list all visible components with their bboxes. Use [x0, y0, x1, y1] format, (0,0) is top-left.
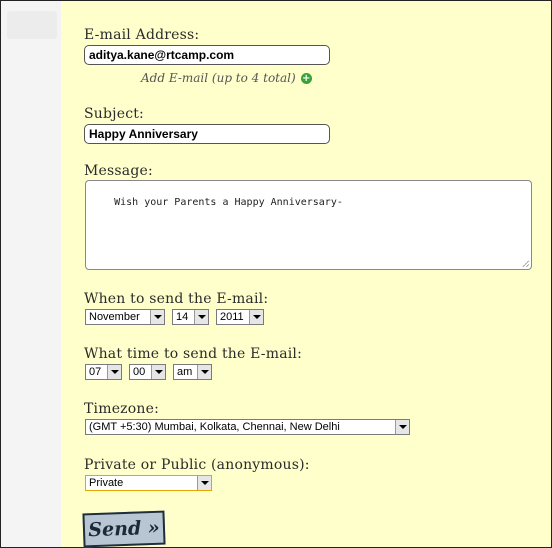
- add-email-link[interactable]: [141, 71, 312, 85]
- send-button[interactable]: Send »: [82, 511, 165, 548]
- email-field[interactable]: aditya.kane@rtcamp.com: [84, 45, 330, 65]
- subject-label: Subject:: [84, 106, 144, 122]
- day-value: 14: [176, 311, 189, 323]
- year-select[interactable]: [216, 309, 264, 325]
- hour-value: 07: [89, 366, 102, 378]
- minute-value: 00: [133, 366, 146, 378]
- chevron-down-icon[interactable]: [249, 310, 263, 324]
- subject-field[interactable]: Happy Anniversary: [84, 124, 330, 144]
- month-select[interactable]: [85, 309, 165, 325]
- privacy-value: Private: [89, 477, 124, 489]
- minute-select[interactable]: [129, 364, 166, 380]
- message-textarea[interactable]: [85, 180, 532, 270]
- timezone-label: Timezone:: [84, 401, 159, 417]
- chevron-down-icon[interactable]: [395, 420, 409, 434]
- hour-select[interactable]: [85, 364, 122, 380]
- ampm-value: am: [177, 366, 193, 378]
- month-value: November: [89, 311, 140, 323]
- privacy-select[interactable]: [85, 475, 212, 491]
- chevron-down-icon[interactable]: [197, 476, 211, 490]
- ampm-select[interactable]: [173, 364, 212, 380]
- chevron-down-icon[interactable]: [107, 365, 121, 379]
- message-label: Message:: [84, 163, 153, 179]
- timezone-value: (GMT +5:30) Mumbai, Kolkata, Chennai, New Delhi: [89, 421, 340, 433]
- email-label: E-mail Address:: [84, 27, 200, 43]
- plus-circle-icon[interactable]: +: [301, 72, 311, 84]
- privacy-label: Private or Public (anonymous):: [84, 457, 310, 473]
- chevron-down-icon[interactable]: [150, 310, 164, 324]
- send-time-label: What time to send the E-mail:: [84, 346, 303, 362]
- sidebar-logo-fragment: [7, 11, 57, 39]
- chevron-down-icon[interactable]: [151, 365, 165, 379]
- resize-grip-icon[interactable]: [522, 260, 529, 267]
- chevron-down-icon[interactable]: [197, 365, 211, 379]
- left-sidebar-strip: [1, 1, 61, 547]
- timezone-select[interactable]: [85, 419, 410, 435]
- send-date-label: When to send the E-mail:: [84, 291, 269, 307]
- add-email-label: Add E-mail (up to 4 total): [141, 71, 296, 85]
- message-text: Wish your Parents a Happy Anniversary-: [114, 197, 343, 208]
- year-value: 2011: [220, 311, 244, 323]
- chevron-down-icon[interactable]: [194, 310, 208, 324]
- day-select[interactable]: [172, 309, 209, 325]
